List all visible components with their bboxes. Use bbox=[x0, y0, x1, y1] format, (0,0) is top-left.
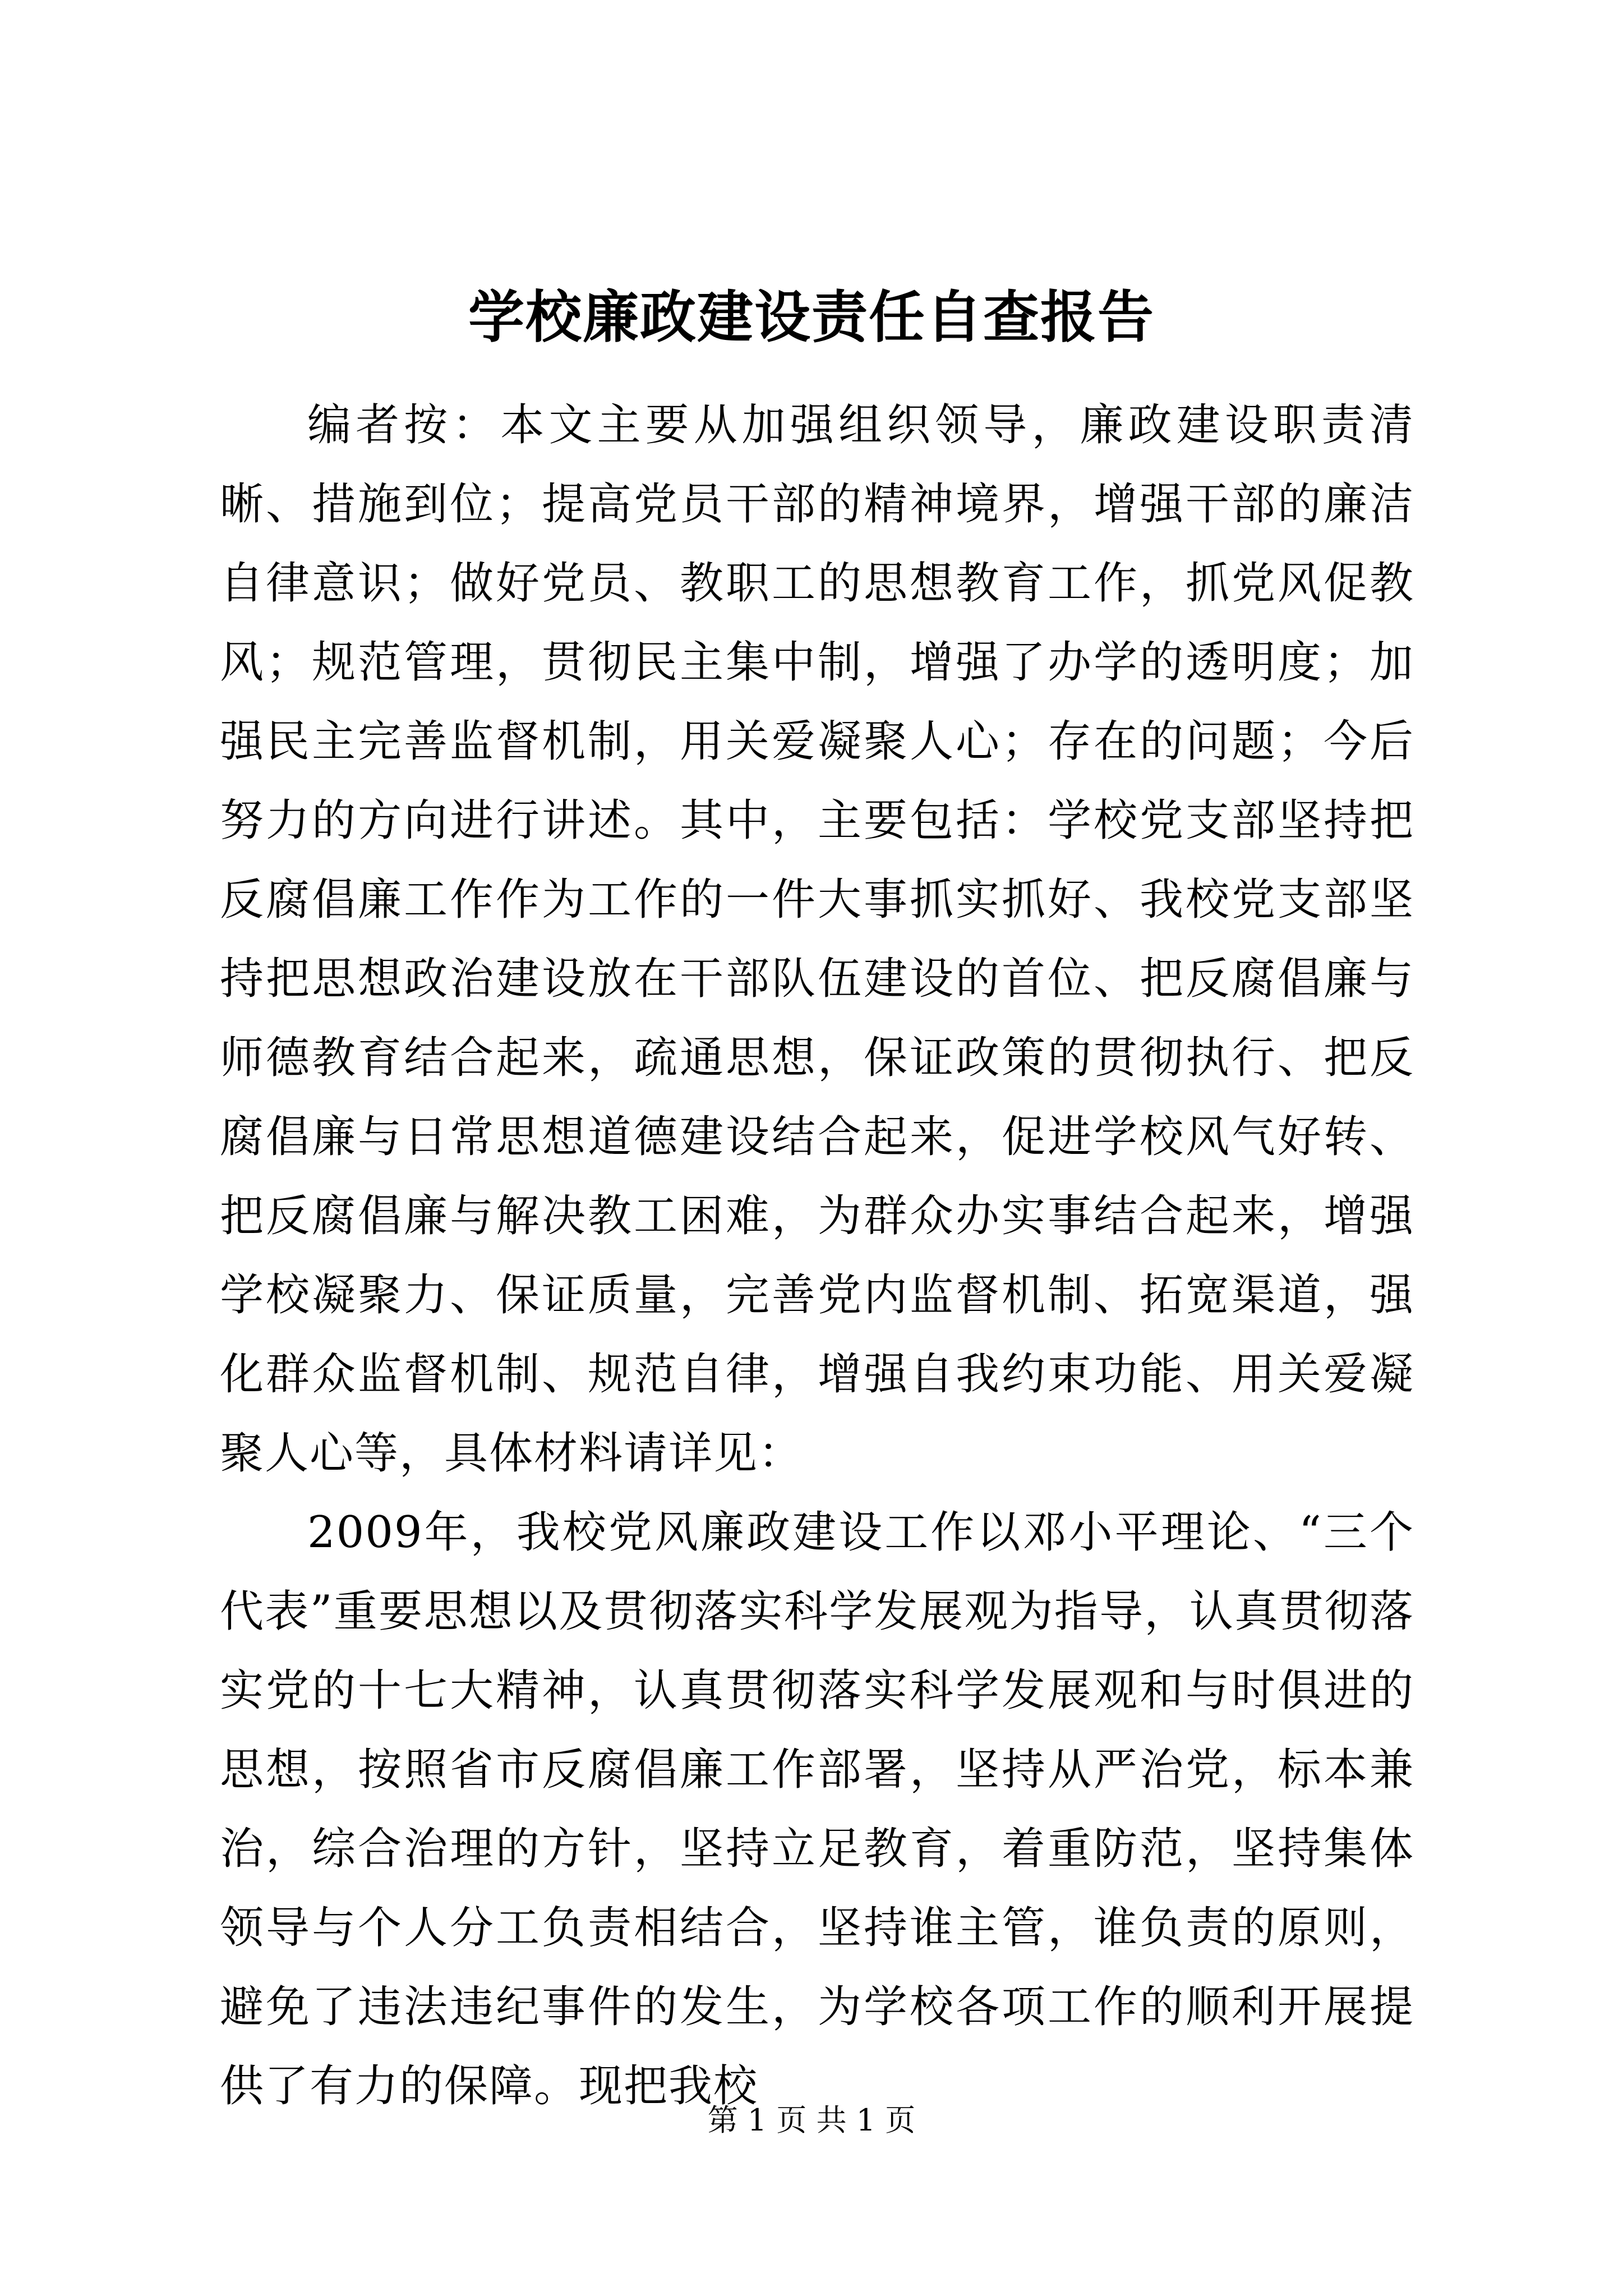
document-body bbox=[220, 386, 1414, 2126]
document-title: 学校廉政建设责任自查报告 bbox=[468, 284, 1155, 350]
body-paragraph: 2009年，我校党风廉政建设工作以邓小平理论、“三个代表”重要思想以及贯彻落实科学发展观为指导，认真贯彻落实党的十七大精神，认真贯彻落实科学发展观和与时俱进的思想，按照省市反腐倡廉工作部署，坚持从严治党，标本兼治，综合治理的方针，坚持立足教育，着重防范，坚持集体领导与个人分工负责相结合，坚持谁主管，谁负责的原则，避免了违法违纪事件的发生，为学校各项工作的顺利开展提供了有力的保障。现把我校 bbox=[220, 1507, 1414, 2111]
page-number-footer: 第 1 页 共 1 页 bbox=[707, 2102, 916, 2138]
editor-note-paragraph: 编者按：本文主要从加强组织领导，廉政建设职责清晰、措施到位；提高党员干部的精神境界，增强干部的廉洁自律意识；做好党员、教职工的思想教育工作，抓党风促教风；规范管理，贯彻民主集中制，增强了办学的透明度；加强民主完善监督机制，用关爱凝聚人心；存在的问题；今后努力的方向进行讲述。其中，主要包括：学校党支部坚持把反腐倡廉工作作为工作的一件大事抓实抓好、我校党支部坚持把思想政治建设放在干部队伍建设的首位、把反腐倡廉与师德教育结合起来，疏通思想，保证政策的贯彻执行、把反腐倡廉与日常思想道德建设结合起来，促进学校风气好转、把反腐倡廉与解决教工困难，为群众办实事结合起来，增强学校凝聚力、保证质量，完善党内监督机制、拓宽渠道，强化群众监督机制、规范自律，增强自我约束功能、用关爱凝聚人心等，具体材料请详见： bbox=[220, 400, 1414, 1479]
